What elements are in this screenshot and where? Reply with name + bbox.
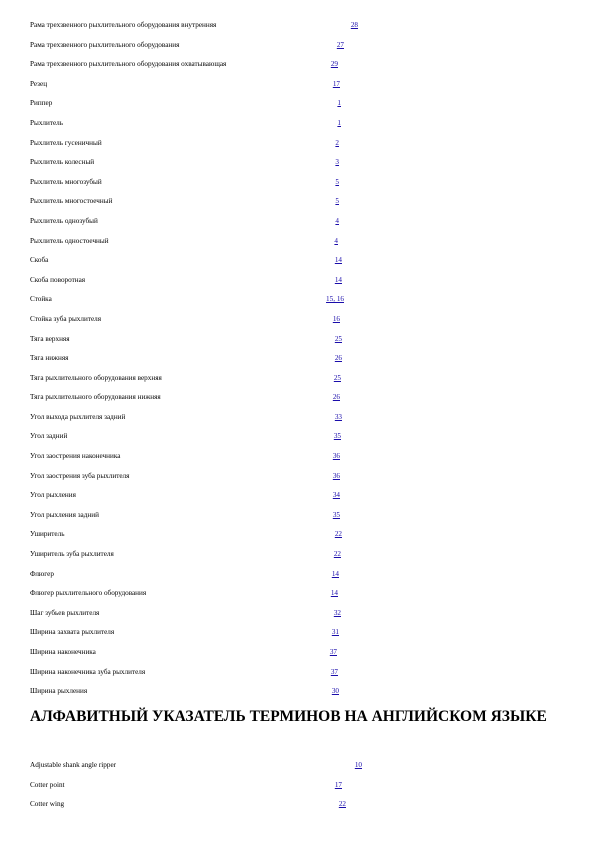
index-term: Тяга верхняя	[30, 334, 70, 343]
index-term: Ширина наконечника зуба рыхлителя	[30, 667, 146, 676]
index-term: Угол задний	[30, 432, 68, 441]
index-term: Флюгер рыхлительного оборудования	[30, 589, 147, 598]
page-link[interactable]: 14	[330, 589, 338, 598]
page-link[interactable]: 26	[332, 393, 340, 402]
english-term-index	[30, 756, 570, 815]
page-link[interactable]: 29	[330, 60, 338, 69]
index-term: Cotter wing	[30, 800, 65, 809]
index-entry	[30, 75, 570, 95]
index-term: Adjustable shank angle ripper	[30, 761, 117, 769]
page-link[interactable]: 35	[333, 432, 341, 441]
index-term: Рама трехзвенного рыхлительного оборудования	[30, 40, 180, 49]
index-term: Рыхлитель гусеничный	[30, 138, 102, 147]
page-link[interactable]: 1	[337, 99, 341, 108]
page-link[interactable]: 15, 16	[326, 295, 344, 304]
index-entry	[30, 584, 570, 604]
russian-term-index	[30, 16, 570, 702]
index-entry	[30, 330, 570, 350]
page-link[interactable]: 36	[332, 471, 340, 480]
index-entry	[30, 663, 570, 683]
index-entry	[30, 212, 570, 232]
index-entry	[30, 486, 570, 506]
index-entry	[30, 16, 570, 36]
index-term: Стойка	[30, 295, 52, 304]
page-link[interactable]: 2	[335, 138, 339, 147]
page-link[interactable]: 16	[332, 314, 340, 323]
page-link[interactable]: 17	[334, 780, 342, 789]
page-link[interactable]: 31	[331, 628, 339, 637]
index-term: Тяга рыхлительного оборудования нижняя	[30, 393, 161, 402]
index-entry	[30, 290, 570, 310]
index-term: Рыхлитель колесный	[30, 158, 95, 167]
page-link[interactable]: 22	[338, 800, 346, 809]
index-term: Угол заострения зуба рыхлителя	[30, 471, 130, 480]
index-entry	[30, 173, 570, 193]
index-entry	[30, 192, 570, 212]
index-entry	[30, 427, 570, 447]
page-link[interactable]: 36	[332, 452, 340, 461]
index-entry	[30, 251, 570, 271]
index-entry	[30, 349, 570, 369]
index-term: Рыхлитель однозубый	[30, 216, 98, 225]
index-entry	[30, 55, 570, 75]
page-link[interactable]: 37	[330, 667, 338, 676]
index-entry	[30, 408, 570, 428]
index-entry	[30, 623, 570, 643]
page-link[interactable]: 10	[354, 761, 362, 769]
page-link[interactable]: 14	[334, 275, 342, 284]
index-term: Cotter point	[30, 780, 65, 789]
page-link[interactable]: 25	[333, 373, 341, 382]
index-entry	[30, 565, 570, 585]
page-link[interactable]: 17	[332, 79, 340, 88]
index-term: Угол выхода рыхлителя задний	[30, 412, 126, 421]
index-term: Рыхлитель многозубый	[30, 177, 102, 186]
index-term: Шаг зубьев рыхлителя	[30, 608, 100, 617]
index-entry	[30, 153, 570, 173]
page-link[interactable]: 33	[334, 412, 342, 421]
index-term: Рама трехзвенного рыхлительного оборудования охватывающая	[30, 60, 227, 69]
page-link[interactable]: 27	[336, 40, 344, 49]
page-link[interactable]: 28	[350, 21, 358, 29]
index-term: Угол заострения наконечника	[30, 452, 121, 461]
index-term: Тяга рыхлительного оборудования верхняя	[30, 373, 162, 382]
index-term: Рыхлитель многостоечный	[30, 197, 113, 206]
index-entry	[30, 604, 570, 624]
index-entry	[30, 506, 570, 526]
page-link[interactable]: 14	[331, 569, 339, 578]
page-link[interactable]: 32	[333, 608, 341, 617]
page-link[interactable]: 22	[334, 530, 342, 539]
index-term: Скоба поворотная	[30, 275, 86, 284]
section-heading: АЛФАВИТНЫЙ УКАЗАТЕЛЬ ТЕРМИНОВ НА АНГЛИЙСКОМ ЯЗЫКЕ	[30, 708, 547, 725]
index-entry	[30, 114, 570, 134]
index-term: Риппер	[30, 99, 53, 108]
index-entry	[30, 682, 570, 702]
index-entry	[30, 388, 570, 408]
page-link[interactable]: 22	[333, 550, 341, 559]
index-entry	[30, 369, 570, 389]
page-link[interactable]: 35	[332, 510, 340, 519]
page-link[interactable]: 37	[329, 648, 337, 656]
index-entry	[30, 271, 570, 291]
index-entry	[30, 756, 570, 776]
index-entry	[30, 525, 570, 545]
index-term: Ширина рыхления	[30, 687, 88, 696]
page-link[interactable]: 14	[334, 256, 342, 265]
index-term: Скоба	[30, 256, 49, 265]
index-term: Рыхлитель	[30, 118, 64, 127]
index-entry	[30, 94, 570, 114]
page-link[interactable]: 1	[337, 118, 341, 127]
page-link[interactable]: 4	[335, 216, 339, 225]
index-term: Тяга нижняя	[30, 354, 69, 363]
index-entry	[30, 310, 570, 330]
page-link[interactable]: 5	[335, 197, 339, 206]
index-term: Уширитель зуба рыхлителя	[30, 550, 114, 559]
page-link[interactable]: 25	[334, 334, 342, 343]
index-term: Рама трехзвенного рыхлительного оборудования внутренняя	[30, 21, 217, 29]
index-term: Угол рыхления	[30, 491, 76, 500]
index-term: Ширина захвата рыхлителя	[30, 628, 115, 637]
page-link[interactable]: 26	[334, 354, 342, 363]
index-term: Уширитель	[30, 530, 65, 539]
index-entry	[30, 795, 570, 815]
index-entry	[30, 36, 570, 56]
index-entry	[30, 467, 570, 487]
page-link[interactable]: 3	[335, 158, 339, 167]
index-term: Резец	[30, 79, 48, 88]
index-term: Ширина наконечника	[30, 648, 96, 656]
index-entry	[30, 134, 570, 154]
index-entry	[30, 545, 570, 565]
index-entry	[30, 232, 570, 252]
page-link[interactable]: 4	[334, 236, 338, 245]
index-term: Стойка зуба рыхлителя	[30, 314, 102, 323]
page-link[interactable]: 34	[332, 491, 340, 500]
index-entry	[30, 776, 570, 796]
page-link[interactable]: 5	[335, 177, 339, 186]
index-term: Угол рыхления задний	[30, 510, 99, 519]
index-entry	[30, 643, 570, 663]
page-link[interactable]: 30	[331, 687, 339, 696]
index-entry	[30, 447, 570, 467]
index-term: Флюгер	[30, 569, 54, 578]
index-term: Рыхлитель одностоечный	[30, 236, 109, 245]
